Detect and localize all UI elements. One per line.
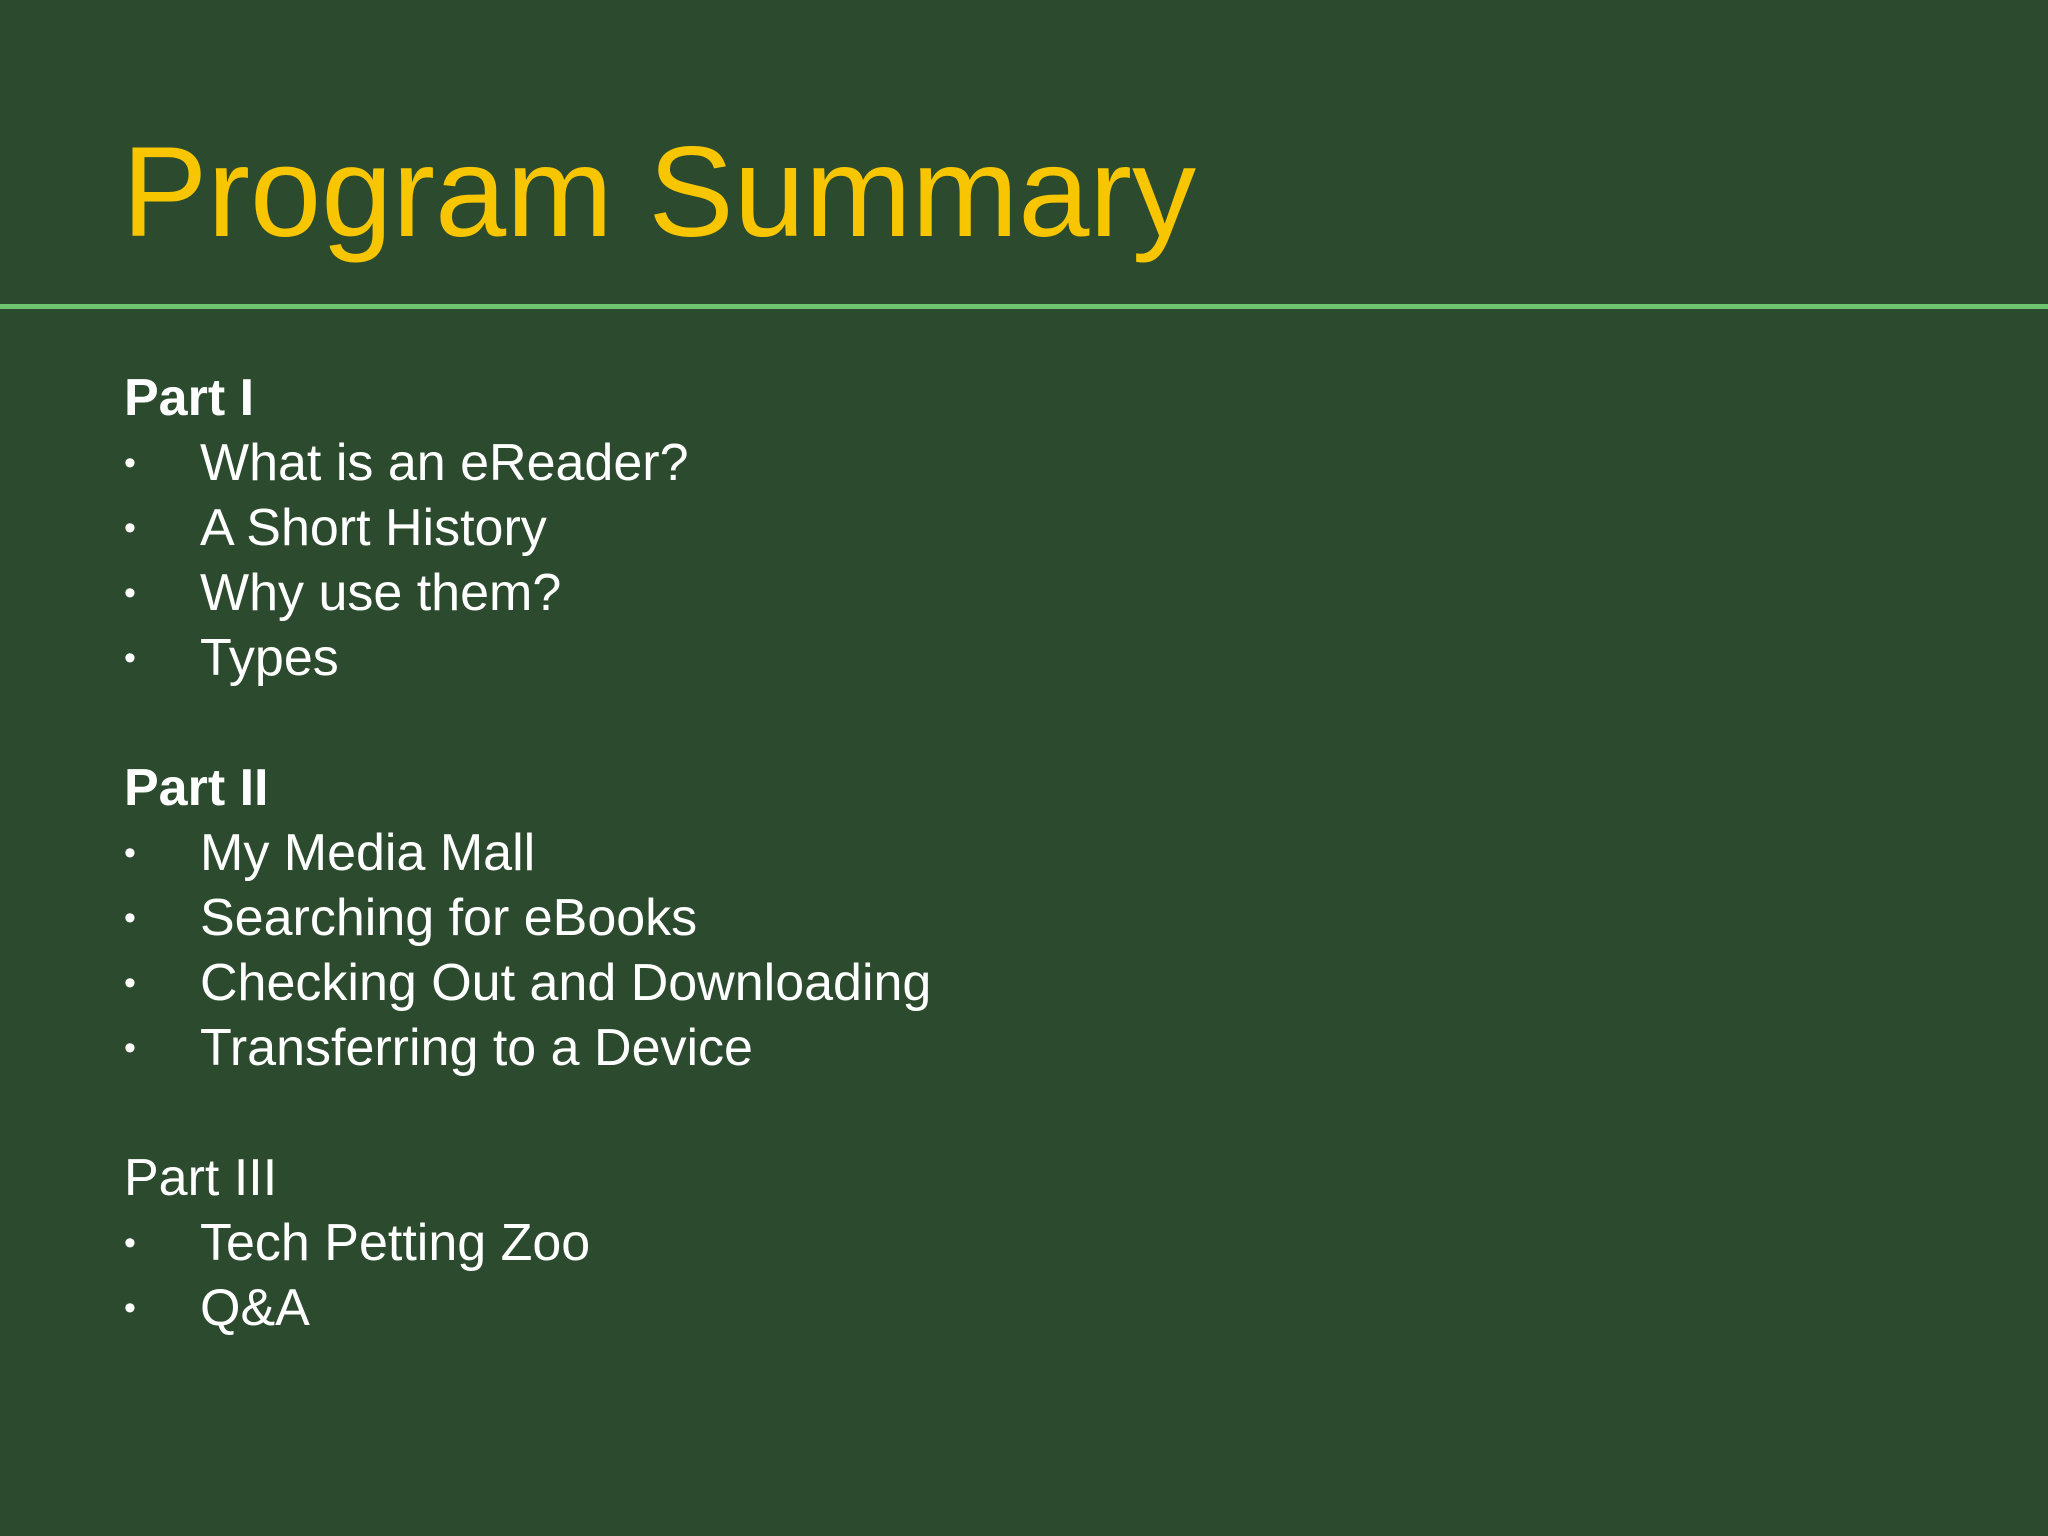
bullet-icon: • bbox=[124, 1029, 136, 1067]
section-heading: Part I bbox=[124, 369, 255, 427]
list-item-text: A Short History bbox=[200, 499, 547, 557]
list-item bbox=[124, 1211, 1924, 1276]
bullet-icon: • bbox=[124, 899, 136, 937]
section-part-2 bbox=[124, 756, 1924, 1081]
slide-title: Program Summary bbox=[122, 121, 1196, 264]
slide-content bbox=[124, 366, 1924, 1341]
list-item bbox=[124, 496, 1924, 561]
bullet-icon: • bbox=[124, 1224, 136, 1262]
bullet-icon: • bbox=[124, 1289, 136, 1327]
bullet-icon: • bbox=[124, 444, 136, 482]
bullet-list bbox=[124, 431, 1924, 691]
list-item bbox=[124, 1276, 1924, 1341]
title-divider bbox=[0, 304, 2048, 309]
bullet-icon: • bbox=[124, 509, 136, 547]
section-heading: Part III bbox=[124, 1149, 278, 1207]
list-item bbox=[124, 431, 1924, 496]
list-item-text: Types bbox=[200, 629, 339, 687]
section-part-1 bbox=[124, 366, 1924, 691]
list-item bbox=[124, 821, 1924, 886]
list-item bbox=[124, 951, 1924, 1016]
list-item-text: Searching for eBooks bbox=[200, 889, 698, 947]
list-item-text: Why use them? bbox=[200, 564, 562, 622]
list-item bbox=[124, 886, 1924, 951]
bullet-icon: • bbox=[124, 964, 136, 1002]
section-heading: Part II bbox=[124, 759, 269, 817]
list-item-text: Tech Petting Zoo bbox=[200, 1214, 591, 1272]
list-item bbox=[124, 626, 1924, 691]
list-item bbox=[124, 1016, 1924, 1081]
list-item-text: Checking Out and Downloading bbox=[200, 954, 932, 1012]
section-part-3 bbox=[124, 1146, 1924, 1341]
list-item bbox=[124, 561, 1924, 626]
list-item-text: Q&A bbox=[200, 1279, 310, 1337]
list-item-text: What is an eReader? bbox=[200, 434, 689, 492]
bullet-icon: • bbox=[124, 574, 136, 612]
bullet-list bbox=[124, 821, 1924, 1081]
list-item-text: Transferring to a Device bbox=[200, 1019, 753, 1077]
list-item-text: My Media Mall bbox=[200, 824, 536, 882]
bullet-icon: • bbox=[124, 639, 136, 677]
bullet-list bbox=[124, 1211, 1924, 1341]
bullet-icon: • bbox=[124, 834, 136, 872]
